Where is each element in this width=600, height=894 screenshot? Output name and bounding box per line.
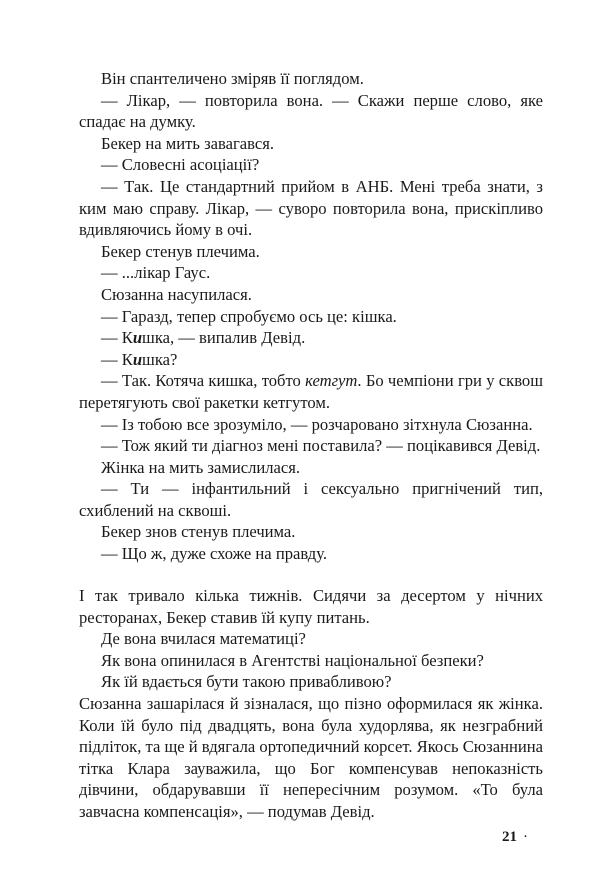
italic-word: кетгут <box>305 371 358 391</box>
page-number-separator: · <box>523 829 528 845</box>
paragraph: І так тривало кілька тижнів. Сидячи за десертом у нічних ресторанах, Бекер ставив їй купу питань. <box>79 586 543 627</box>
text-run: — К <box>101 349 133 369</box>
paragraph: — ...лікар Гаус. <box>101 263 211 283</box>
paragraph: — Словесні асоціації? <box>101 155 260 175</box>
dialogue-block <box>79 68 543 565</box>
text-run: шка? <box>142 349 178 369</box>
page-number: 21 <box>502 829 517 845</box>
paragraph: — Що ж, дуже схоже на правду. <box>101 544 328 564</box>
paragraph: — Так. Це стандартний прийом в АНБ. Мені треба знати, з ким маю справу. Лікар, — суворо повторила вона, прискіпливо вдивляючись йому в очі. <box>79 176 543 240</box>
paragraph <box>79 349 543 371</box>
paragraph: — Із тобою все зрозуміло, — розчаровано зітхнула Сюзанна. <box>101 414 533 434</box>
stressed-letter: и <box>132 349 143 369</box>
paragraph: Як їй вдається бути такою привабливою? <box>101 672 392 692</box>
text-run: шка, — випалив Девід. <box>142 328 306 348</box>
stressed-letter: и <box>132 328 143 348</box>
text-run: — Так. Котяча кишка, тобто <box>101 371 306 391</box>
paragraph: Сюзанна зашарілася й зізналася, що пізно оформилася як жінка. Коли їй було під двадцять, вона була худорлява, як незграбний підліток, та ще й вдягала ортопедичний корсет. Якось Сюзаннина тітка Клара зауважила, що Бог компенсував непоказність дівчини, обдарувавши її непересічним розумом. «То була завчасна компенсація», — подумав Девід. <box>79 693 543 821</box>
paragraph: Бекер на мить завагався. <box>101 133 275 153</box>
paragraph: Бекер знов стенув плечима. <box>101 522 296 542</box>
paragraph: Сюзанна насупилася. <box>101 284 252 304</box>
paragraph: Як вона опинилася в Агентстві національної безпеки? <box>101 650 484 670</box>
text-run: . Бо чемпіони гри у сквош перетягують свої ракетки кетгутом. <box>79 371 543 412</box>
paragraph: — Лікар, — повторила вона. — Скажи перше слово, яке спадає на думку. <box>79 90 543 132</box>
paragraph: Жінка на мить замислилася. <box>101 457 301 477</box>
paragraph: Бекер стенув плечима. <box>101 241 260 261</box>
paragraph: — Ти — інфантильний і сексуально пригнічений тип, схиблений на сквоші. <box>79 479 543 520</box>
text-run: — К <box>101 328 133 348</box>
paragraph <box>79 370 543 413</box>
paragraph <box>79 327 543 349</box>
paragraph: Де вона вчилася математиці? <box>101 629 306 649</box>
paragraph: — Тож який ти діагноз мені поставила? — поцікавився Девід. <box>101 436 541 456</box>
paragraph: — Гаразд, тепер спробуємо ось це: кішка. <box>101 306 397 326</box>
paragraph: Він спантеличено зміряв її поглядом. <box>101 69 364 88</box>
narrative-block <box>79 585 543 823</box>
